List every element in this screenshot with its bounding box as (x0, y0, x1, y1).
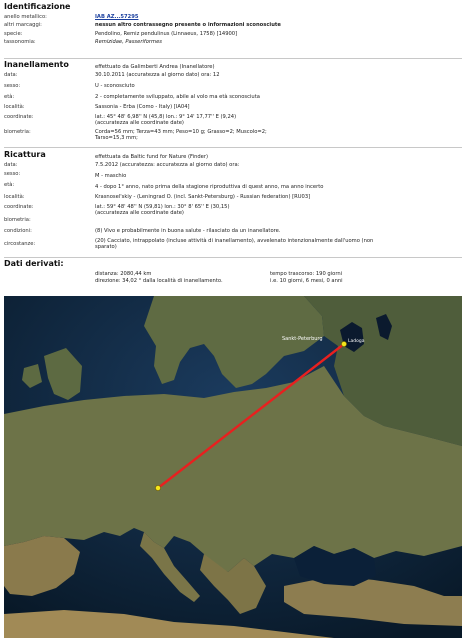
ringing-age-value: 2 - completamente sviluppato, abile al volo ma età sconosciuta (95, 94, 260, 100)
ringing-biometry-label: biometria: (4, 129, 31, 135)
spb-map-label: Sankt-Peterburg (282, 336, 323, 342)
inanellamento-section (4, 60, 462, 69)
recovery-locality-value: Krasnosel'skiy - (Leningrad O. (incl. Sankt-Petersburg) - Russian federation) [RU03] (95, 194, 311, 200)
recovery-locality-label: località: (4, 194, 25, 200)
identificazione-section (4, 2, 462, 11)
ringing-coords-label: coordinate: (4, 114, 34, 120)
species-label: specie: (4, 31, 23, 37)
elapsed-breakdown-value: i.e. 10 giorni, 6 mesi, 0 anni (270, 278, 343, 284)
direction-value: direzione: 34,02 ° dalla località di inanellamento. (95, 278, 223, 284)
ring-record-sheet (0, 0, 466, 296)
recovery-sex-value: M - maschio (95, 173, 127, 179)
ringing-sex-label: sesso: (4, 83, 21, 89)
ringing-date-value: 30.10.2011 (accuratezza al giorno dato) ora: 12 (95, 72, 220, 78)
ringing-locality-label: località: (4, 104, 25, 110)
recovery-condition-value: (8) Vivo e probabilmente in buona salute - rilasciato da un inanellatore. (95, 228, 281, 234)
other-marks-value: nessun altro contrassegno presente o informazioni sconosciute (95, 22, 281, 28)
ricattura-title: Ricattura (4, 150, 46, 159)
derivati-section (4, 259, 462, 268)
recovery-date-label: data: (4, 162, 18, 168)
recovery-age-label: età: (4, 182, 15, 188)
inanellamento-title: Inanellamento (4, 60, 69, 69)
ringing-sex-value: U - sconosciuto (95, 83, 135, 89)
recovery-circumstances-value: (20) Cacciato, intrappolato (incluse attività di inanellamento), avvelenato intenzionalmente dall'uomo (non (95, 238, 374, 244)
recovery-condition-label: condizioni: (4, 228, 32, 234)
recovery-age-value: 4 - dopo 1° anno, nato prima della stagione riproduttiva di quest anno, ma anno incerto (95, 184, 324, 190)
ringing-age-label: età: (4, 94, 15, 100)
recovery-coords-label: coordinate: (4, 204, 34, 210)
ringing-coords-accuracy: (accuratezza alle coordinate date) (95, 120, 184, 126)
ring-number-link[interactable]: IAB AZ...57295 (95, 14, 139, 20)
taxonomy-label: tassonomia: (4, 39, 36, 45)
divider (4, 58, 462, 59)
divider (4, 257, 462, 258)
recovery-sex-label: sesso: (4, 171, 21, 177)
finder-value: effettuata da Baltic fund for Nature (Finder) (95, 154, 208, 160)
recovery-coords-value: lat.: 59° 48' 48'' N (59,81) lon.: 30° 8' 65'' E (30,15) (95, 204, 230, 210)
ringing-locality-value: Sassonia - Erba (Como - Italy) [IA04] (95, 104, 190, 110)
derivati-title: Dati derivati: (4, 259, 64, 268)
recovery-site-marker[interactable] (341, 341, 346, 346)
identificazione-title: Identificazione (4, 2, 71, 11)
recovery-biometry-label: biometria: (4, 217, 31, 223)
ringing-biometry-value-2: Tarso=15,3 mm; (95, 135, 138, 141)
europe-map-graphic (4, 296, 462, 638)
ringing-site-marker[interactable] (155, 485, 160, 490)
divider (4, 147, 462, 148)
recovery-circumstances-label: circostanze: (4, 241, 36, 247)
species-value: Pendolino, Remiz pendulinus (Linnaeus, 1758) [14900] (95, 31, 238, 37)
ringing-date-label: data: (4, 72, 18, 78)
distance-value: distanza: 2080,44 km (95, 271, 152, 277)
elapsed-time-value: tempo trascorso: 190 giorni (270, 271, 343, 277)
recovery-coords-accuracy: (accuratezza alle coordinate date) (95, 210, 184, 216)
recovery-date-value: 7.5.2012 (accuratezza: accuratezza al giorno dato) ora: (95, 162, 240, 168)
ladoga-map-label: Ladoga (348, 339, 365, 344)
ringing-coords-value: lat.: 45° 48' 6,98'' N (45,8) lon.: 9° 14' 17,77'' E (9,24) (95, 114, 237, 120)
ringing-biometry-value: Corda=56 mm; Terza=43 mm; Peso=10 g; Grasso=2; Muscolo=2; (95, 129, 267, 135)
recovery-circumstances-value-2: sparato) (95, 244, 117, 250)
taxonomy-value: Remizidae, Passeriformes (95, 39, 162, 45)
other-marks-label: altri marcaggi: (4, 22, 42, 28)
ringer-value: effettuato da Galimberti Andrea (Inanellatore) (95, 64, 215, 70)
ricattura-section (4, 150, 462, 159)
ring-label: anello metallico: (4, 14, 47, 20)
satellite-map[interactable] (4, 296, 462, 638)
